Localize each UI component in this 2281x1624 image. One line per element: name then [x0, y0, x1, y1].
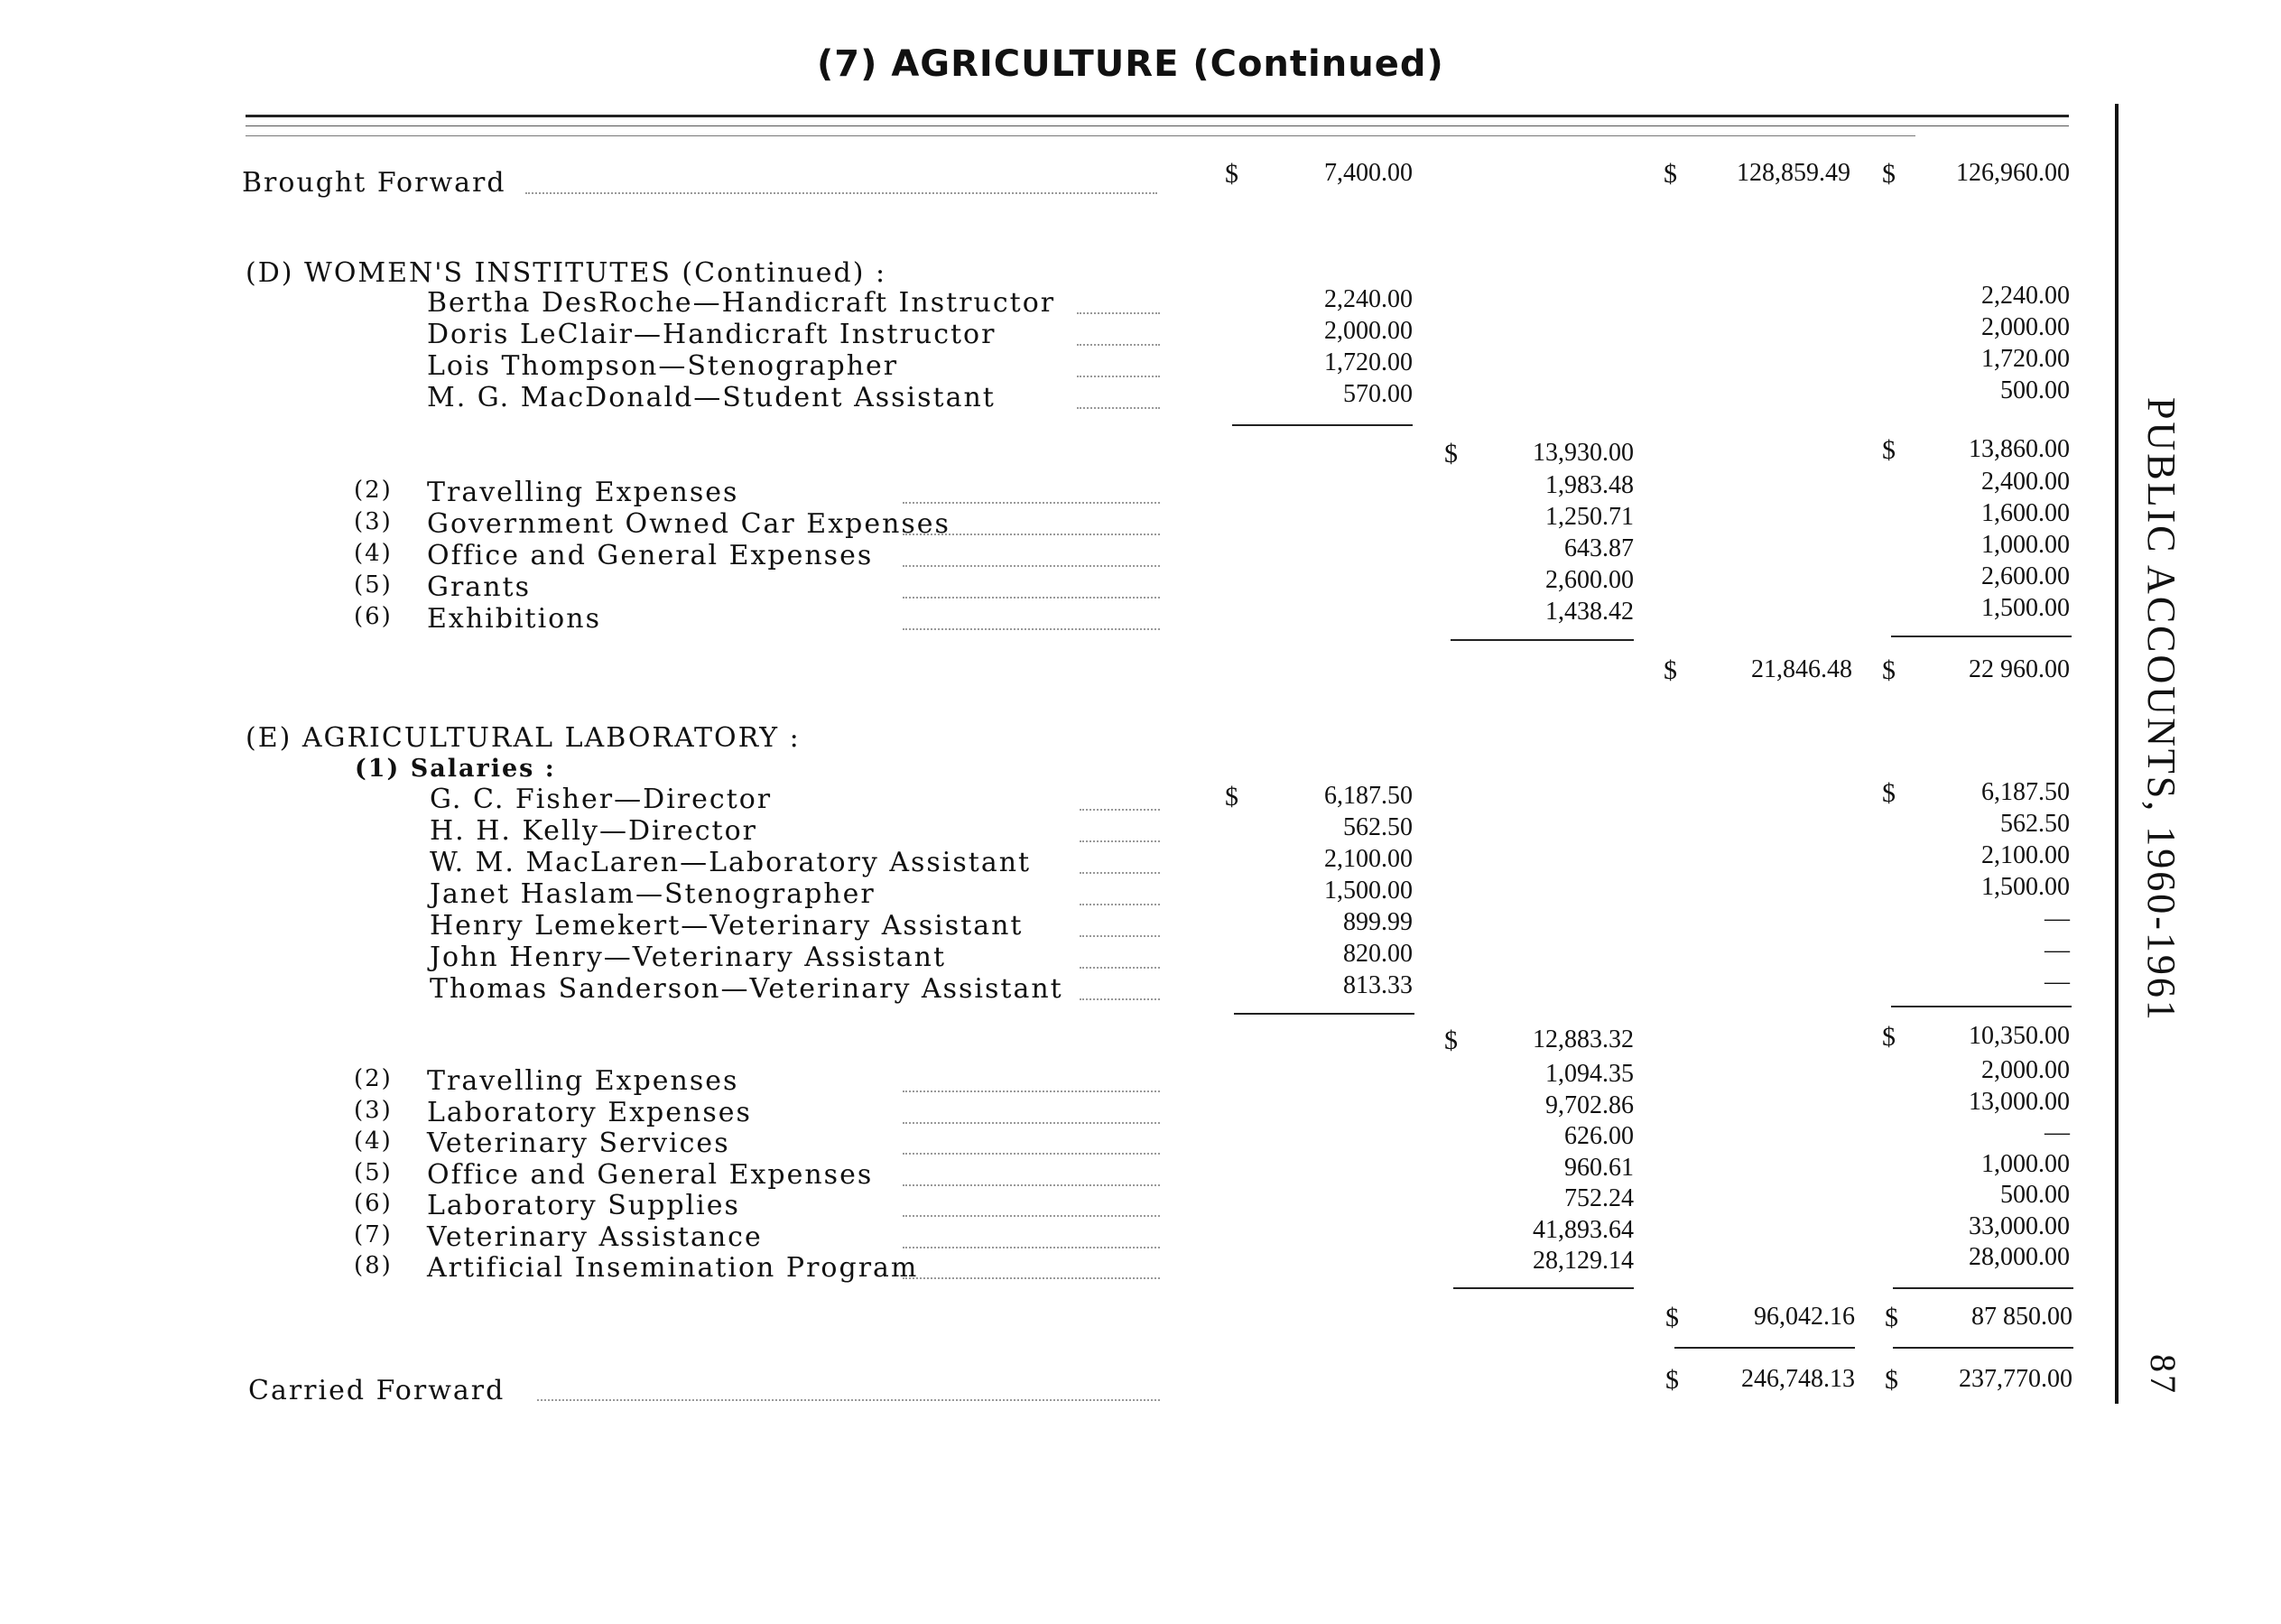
salary-c4: 562.50 [2000, 810, 2070, 838]
right-margin-rule [2115, 104, 2119, 1404]
salary-name: Lois Thompson—Stenographer [427, 350, 899, 382]
section-d-salaries-total-c2: 13,930.00 [1533, 439, 1634, 467]
currency-symbol: $ [1885, 1365, 1898, 1395]
carried-forward-label: Carried Forward [248, 1375, 505, 1406]
currency-symbol: $ [1882, 159, 1896, 189]
salary-name: Henry Lemekert—Veterinary Assistant [430, 910, 1024, 942]
salary-c4: 2,240.00 [1981, 282, 2070, 310]
salary-name: Doris LeClair—Handicraft Instructor [427, 319, 997, 350]
item-c2: 643.87 [1564, 534, 1634, 562]
item-number: (8) [354, 1252, 393, 1279]
item-name: Laboratory Expenses [427, 1096, 752, 1128]
salary-c4: 6,187.50 [1981, 778, 2070, 806]
salary-c1: 1,720.00 [1324, 348, 1413, 376]
salary-name: W. M. MacLaren—Laboratory Assistant [430, 847, 1032, 878]
subtotal-rule [1453, 1287, 1634, 1289]
section-e-total-c4: 87 850.00 [1971, 1303, 2072, 1331]
item-c4: 1,000.00 [1981, 531, 2070, 559]
item-name: Travelling Expenses [427, 1065, 739, 1097]
section-e-total-c3: 96,042.16 [1754, 1303, 1855, 1331]
currency-symbol: $ [1665, 1303, 1679, 1332]
item-c2: 2,600.00 [1545, 566, 1634, 594]
currency-symbol: $ [1885, 1303, 1898, 1332]
item-number: (5) [354, 571, 393, 599]
subtotal-rule [1891, 1006, 2072, 1007]
currency-symbol: $ [1665, 1365, 1679, 1395]
item-c2: 1,094.35 [1545, 1060, 1634, 1088]
item-c4: — [2045, 1118, 2070, 1146]
carried-forward-c4: 237,770.00 [1959, 1365, 2072, 1393]
currency-symbol: $ [1225, 159, 1238, 189]
salary-c1: 2,000.00 [1324, 317, 1413, 345]
item-name: Artificial Insemination Program [427, 1252, 919, 1284]
salary-name: H. H. Kelly—Director [430, 815, 757, 847]
item-name: Government Owned Car Expenses [427, 508, 950, 540]
item-name: Office and General Expenses [427, 540, 874, 571]
item-number: (3) [354, 1096, 393, 1124]
salary-c1: 570.00 [1343, 380, 1413, 408]
item-c2: 1,983.48 [1545, 471, 1634, 499]
item-number: (2) [354, 1065, 393, 1092]
item-c2: 41,893.64 [1533, 1215, 1634, 1244]
leader-dots [1077, 312, 1160, 314]
leader-dots [903, 597, 1160, 599]
salary-c4: — [2045, 936, 2070, 964]
currency-symbol: $ [1664, 655, 1677, 685]
currency-symbol: $ [1444, 439, 1458, 469]
item-name: Veterinary Assistance [427, 1220, 763, 1253]
section-e-salaries-total-c2: 12,883.32 [1533, 1025, 1634, 1053]
leader-dots [903, 1090, 1160, 1092]
leader-dots [903, 1247, 1160, 1248]
salary-c1: 562.50 [1343, 813, 1413, 841]
header-rule [246, 115, 2069, 117]
page-number: 87 [2143, 1354, 2184, 1396]
leader-dots [903, 1184, 1160, 1186]
item-number: (7) [354, 1220, 393, 1248]
leader-dots [1080, 967, 1160, 969]
leader-dots [1077, 344, 1160, 346]
brought-forward-c1: 7,400.00 [1324, 159, 1413, 187]
item-c4: 2,000.00 [1981, 1056, 2070, 1084]
leader-dots [525, 192, 1157, 194]
item-name: Veterinary Services [427, 1128, 730, 1159]
item-c2: 1,250.71 [1545, 503, 1634, 531]
subtotal-rule [1893, 1287, 2073, 1289]
item-number: (6) [354, 603, 393, 630]
leader-dots [903, 1215, 1160, 1217]
section-d-total-c3: 21,846.48 [1751, 655, 1852, 683]
section-e-salaries-total-c4: 10,350.00 [1969, 1022, 2070, 1050]
salary-c4: 2,100.00 [1981, 841, 2070, 869]
brought-forward-label: Brought Forward [242, 167, 506, 199]
salary-c1: 2,100.00 [1324, 845, 1413, 873]
currency-symbol: $ [1882, 1022, 1896, 1052]
item-c4: 2,400.00 [1981, 468, 2070, 496]
currency-symbol: $ [1225, 782, 1238, 812]
currency-symbol: $ [1664, 159, 1677, 189]
subtotal-rule [1891, 636, 2072, 637]
header-rule-thin [246, 125, 2069, 126]
leader-dots [537, 1399, 1160, 1401]
salary-name: G. C. Fisher—Director [430, 784, 773, 815]
item-c2: 1,438.42 [1545, 598, 1634, 626]
item-name: Exhibitions [427, 603, 601, 635]
carried-forward-c3: 246,748.13 [1741, 1365, 1855, 1393]
subtotal-rule [1234, 1013, 1414, 1015]
item-c2: 9,702.86 [1545, 1090, 1634, 1119]
item-name: Grants [427, 571, 531, 603]
currency-symbol: $ [1444, 1025, 1458, 1055]
leader-dots [1080, 872, 1160, 874]
brought-forward-c4: 126,960.00 [1956, 159, 2070, 187]
leader-dots [1080, 904, 1160, 905]
item-number: (3) [354, 508, 393, 535]
item-name: Laboratory Supplies [427, 1190, 740, 1221]
leader-dots [1080, 998, 1160, 1000]
salary-name: Thomas Sanderson—Veterinary Assistant [430, 973, 1063, 1005]
leader-dots [903, 502, 1160, 504]
salary-name: John Henry—Veterinary Assistant [430, 942, 946, 973]
section-d-heading: (D) WOMEN'S INSTITUTES (Continued) : [246, 257, 887, 289]
item-c4: 1,600.00 [1981, 499, 2070, 527]
salary-c1: 1,500.00 [1324, 877, 1413, 905]
item-c4: 28,000.00 [1969, 1243, 2070, 1271]
salary-name: M. G. MacDonald—Student Assistant [427, 382, 996, 413]
currency-symbol: $ [1882, 778, 1896, 808]
leader-dots [1080, 840, 1160, 842]
item-c4: 13,000.00 [1969, 1087, 2070, 1116]
section-d-total-c4: 22 960.00 [1969, 655, 2070, 683]
item-name: Office and General Expenses [427, 1158, 874, 1191]
item-name: Travelling Expenses [427, 477, 739, 508]
item-c4: 1,000.00 [1981, 1149, 2070, 1178]
salary-c4: 2,000.00 [1981, 313, 2070, 341]
salary-name: Janet Haslam—Stenographer [430, 878, 876, 910]
item-number: (6) [354, 1190, 393, 1217]
salary-c1: 820.00 [1343, 940, 1413, 968]
item-number: (5) [354, 1158, 393, 1186]
leader-dots [903, 628, 1160, 630]
salary-c4: 1,720.00 [1981, 345, 2070, 373]
item-c4: 33,000.00 [1969, 1211, 2070, 1240]
item-c2: 960.61 [1564, 1153, 1634, 1182]
leader-dots [903, 534, 1160, 535]
salary-name: Bertha DesRoche—Handicraft Instructor [427, 287, 1056, 319]
brought-forward-c3: 128,859.49 [1737, 159, 1850, 187]
leader-dots [1080, 935, 1160, 937]
subtotal-rule [1451, 639, 1634, 641]
salary-c1: 2,240.00 [1324, 285, 1413, 313]
running-head: PUBLIC ACCOUNTS, 1960-1961 [2139, 397, 2184, 1023]
section-e-heading: (E) AGRICULTURAL LABORATORY : [246, 722, 801, 754]
leader-dots [1077, 376, 1160, 377]
item-c4: 1,500.00 [1981, 594, 2070, 622]
total-rule [1674, 1347, 1855, 1349]
item-number: (4) [354, 1128, 393, 1155]
total-rule [1893, 1347, 2073, 1349]
leader-dots [1080, 809, 1160, 811]
leader-dots [903, 1122, 1160, 1124]
salary-c1: 813.33 [1343, 971, 1413, 999]
header-rule-thin-2 [246, 135, 1915, 136]
salary-c1: 6,187.50 [1324, 782, 1413, 810]
item-number: (4) [354, 540, 393, 567]
leader-dots [903, 1277, 1160, 1279]
item-c4: 2,600.00 [1981, 562, 2070, 590]
salary-c4: 500.00 [2000, 376, 2070, 404]
section-d-salaries-total-c4: 13,860.00 [1969, 435, 2070, 463]
leader-dots [1077, 407, 1160, 409]
subtotal-rule [1232, 424, 1413, 426]
leader-dots [903, 565, 1160, 567]
section-e-subheading: (1) Salaries : [355, 755, 556, 783]
currency-symbol: $ [1882, 435, 1896, 465]
salary-c4: — [2045, 968, 2070, 996]
item-c2: 752.24 [1564, 1184, 1634, 1212]
salary-c4: 1,500.00 [1981, 873, 2070, 901]
page-title: (7) AGRICULTURE (Continued) [817, 43, 1444, 85]
item-c4: 500.00 [2000, 1181, 2070, 1209]
leader-dots [903, 1153, 1160, 1155]
currency-symbol: $ [1882, 655, 1896, 685]
salary-c1: 899.99 [1343, 908, 1413, 936]
item-number: (2) [354, 477, 393, 504]
item-c2: 626.00 [1564, 1122, 1634, 1150]
item-c2: 28,129.14 [1533, 1247, 1634, 1275]
salary-c4: — [2045, 905, 2070, 933]
